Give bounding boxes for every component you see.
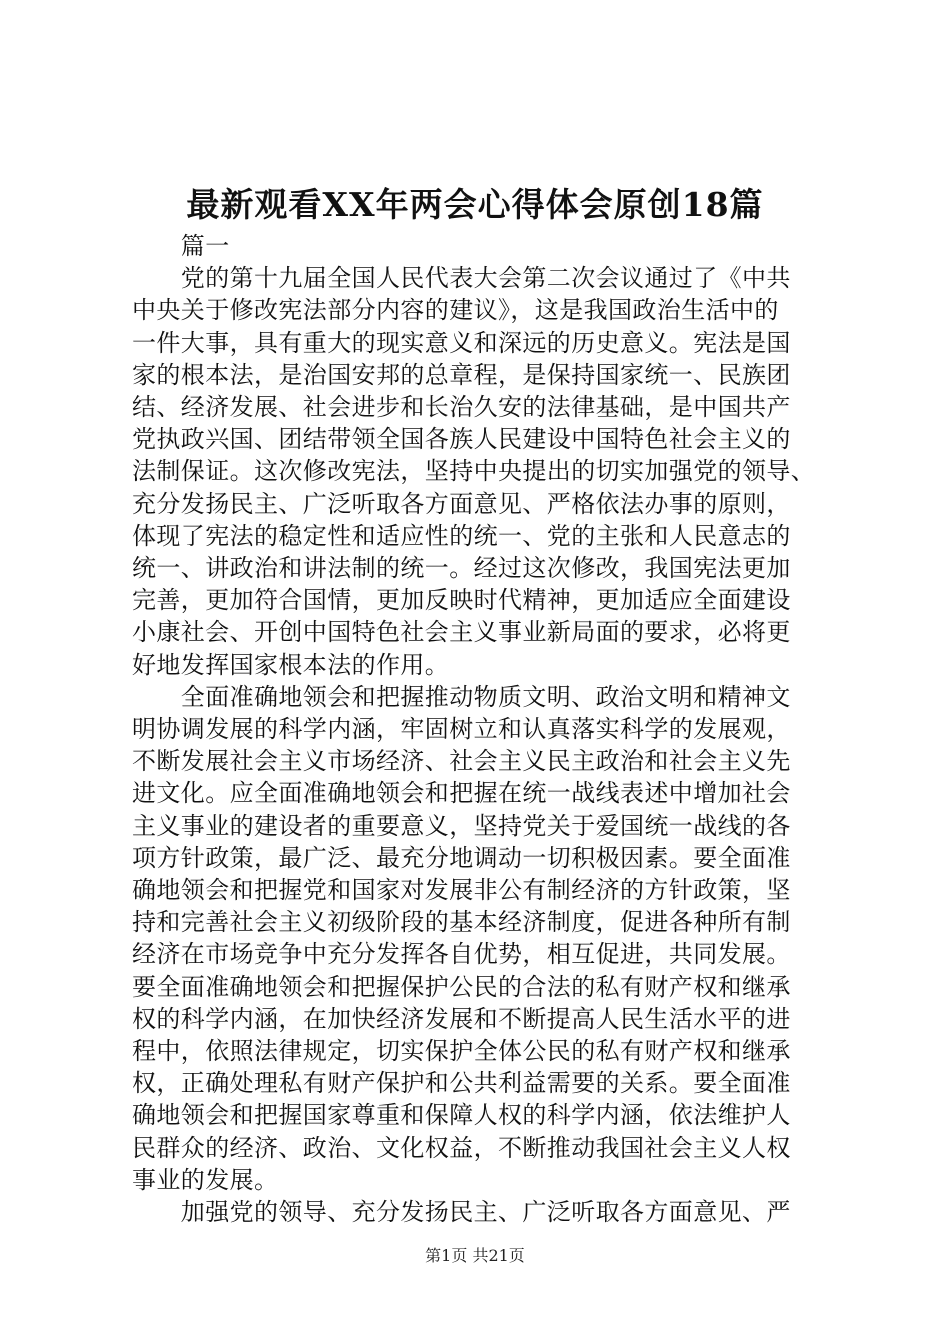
text-line: 结、经济发展、社会进步和长治久安的法律基础，是中国共产 — [132, 393, 791, 422]
text-line: 法制保证。这次修改宪法，坚持中央提出的切实加强党的领导、 — [132, 457, 816, 486]
text-line: 确地领会和把握国家尊重和保障人权的科学内涵，依法维护人 — [132, 1101, 791, 1130]
text-line: 好地发挥国家根本法的作用。 — [132, 650, 450, 679]
text-line: 体现了宪法的稳定性和适应性的统一、党的主张和人民意志的 — [132, 521, 791, 550]
text-line: 经济在市场竞争中充分发挥各自优势，相互促进，共同发展。 — [132, 940, 791, 969]
text-line: 党的第十九届全国人民代表大会第二次会议通过了《中共 — [132, 264, 791, 293]
text-line: 明协调发展的科学内涵，牢固树立和认真落实科学的发展观， — [132, 715, 791, 744]
text-line: 权的科学内涵，在加快经济发展和不断提高人民生活水平的进 — [132, 1004, 791, 1033]
text-line: 全面准确地领会和把握推动物质文明、政治文明和精神文 — [132, 682, 791, 711]
text-line: 主义事业的建设者的重要意义，坚持党关于爱国统一战线的各 — [132, 811, 791, 840]
document-title: 最新观看XX年两会心得体会原创18篇 — [186, 185, 764, 224]
text-line: 统一、讲政治和讲法制的统一。经过这次修改，我国宪法更加 — [132, 554, 791, 583]
text-line: 充分发扬民主、广泛听取各方面意见、严格依法办事的原则， — [132, 489, 791, 518]
text-line: 民群众的经济、政治、文化权益，不断推动我国社会主义人权 — [132, 1133, 791, 1162]
text-line: 程中，依照法律规定，切实保护全体公民的私有财产权和继承 — [132, 1037, 791, 1066]
page-footer: 第1页 共21页 — [425, 1246, 525, 1265]
text-line: 完善，更加符合国情，更加反映时代精神，更加适应全面建设 — [132, 586, 791, 615]
text-line: 中央关于修改宪法部分内容的建议》，这是我国政治生活中的 — [132, 296, 779, 325]
text-line: 一件大事，具有重大的现实意义和深远的历史意义。宪法是国 — [132, 328, 791, 357]
text-line: 权，正确处理私有财产保护和公共利益需要的关系。要全面准 — [132, 1069, 791, 1098]
text-line: 确地领会和把握党和国家对发展非公有制经济的方针政策，坚 — [132, 876, 791, 905]
text-line: 进文化。应全面准确地领会和把握在统一战线表述中增加社会 — [132, 779, 791, 808]
text-line: 事业的发展。 — [132, 1165, 279, 1194]
text-line: 项方针政策，最广泛、最充分地调动一切积极因素。要全面准 — [132, 843, 791, 872]
text-line: 篇一 — [132, 232, 230, 260]
text-line: 党执政兴国、团结带领全国各族人民建设中国特色社会主义的 — [132, 425, 791, 454]
text-line: 加强党的领导、充分发扬民主、广泛听取各方面意见、严 — [132, 1198, 791, 1227]
text-line: 要全面准确地领会和把握保护公民的合法的私有财产权和继承 — [132, 972, 791, 1001]
text-line: 不断发展社会主义市场经济、社会主义民主政治和社会主义先 — [132, 747, 791, 776]
text-line: 家的根本法，是治国安邦的总章程，是保持国家统一、民族团 — [132, 360, 791, 389]
document-body — [132, 230, 832, 1228]
text-line: 持和完善社会主义初级阶段的基本经济制度，促进各种所有制 — [132, 908, 791, 937]
text-line: 小康社会、开创中国特色社会主义事业新局面的要求，必将更 — [132, 618, 791, 647]
